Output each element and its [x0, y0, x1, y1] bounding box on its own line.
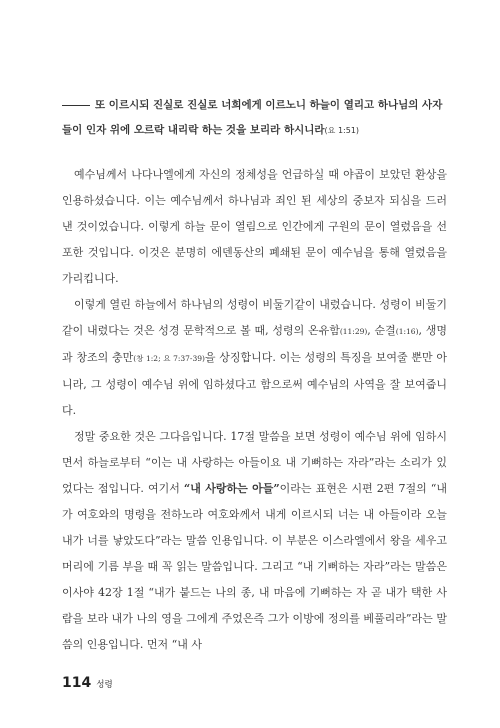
running-title: 성령	[96, 680, 113, 690]
p3-text-a: 정말 중요한 것은 그다음입니다. 17절 말씀을 보면 성령이 예수님 위에 임하시면서 하늘로부터 “이는 내 사랑하는 아들이요 내 기뻐하는 자라”라는 소리가 있었다는 점입니다. 여기서	[62, 430, 447, 495]
p2-ref-1: (11:29)	[339, 327, 368, 336]
p2-text-d: 을 상징합니다. 이는 성령의 특징을 보여줄 뿐만 아니라, 그 성령이 예수님 위에 임하셨다고 함으로써 예수님의 사역을 잘 보여줍니다.	[62, 351, 448, 417]
p2-text-b: , 순결	[367, 324, 396, 337]
quote-reference: (요 1:51)	[324, 126, 360, 135]
page-number: 114	[62, 675, 92, 691]
body-text	[62, 162, 447, 658]
quote-text: 또 이르시되 진실로 진실로 너희에게 이르노니 하늘이 열리고 하나님의 사자들이 인자 위에 오르락 내리락 하는 것을 보리라 하시니라	[62, 99, 443, 136]
p3-text-b: 이라는 표현은 시편 2편 7절의 “내가 여호와의 명령을 전하노라 여호와께서 내게 이르시되 너는 내 아들이라 오늘 내가 너를 낳았도다”라는 말씀 인용입니다. 이 부분은 이스라엘에서 왕을 세우고 머리에 기름 부을 때 꼭 읽는 말씀입니다. 그리고 “내 기뻐하는 자라”라는 말씀은 이사야 42장 1절 “내가 붙드는 나의 종, 내 마음에 기뻐하는 자 곧 내가 택한 사람을 보라 내가 나의 영을 그에게 주었은즉 그가 이방에 정의를 베풀리라”라는 말씀의 인용입니다. 먼저 “내 사	[62, 482, 447, 651]
page-footer	[62, 672, 113, 691]
paragraph-2	[62, 292, 447, 424]
quote-dash	[62, 105, 90, 106]
p3-bold-phrase: “내 사랑하는 아들”	[183, 482, 280, 495]
paragraph-1: 예수님께서 나다나엘에게 자신의 정체성을 언급하실 때 야곱이 보았던 환상을 인용하셨습니다. 이는 예수님께서 하나님과 죄인 된 세상의 중보자 되심을 드러낸 것이었습니다. 이렇게 하늘 문이 열림으로 인간에게 구원의 문이 열렸음을 선포한 것입니다. 이것은 분명히 에덴동산의 폐쇄된 문이 예수님을 통해 열렸음을 가리킵니다.	[62, 168, 447, 285]
p2-text-a: 이렇게 열린 하늘에서 하나님의 성령이 비둘기같이 내렸습니다. 성령이 비둘기같이 내렸다는 것은 성경 문학적으로 볼 때, 성령의 온유함	[62, 298, 447, 337]
p2-ref-3: (창 1:2; 요 7:37-39)	[133, 354, 205, 363]
p2-ref-2: (1:16)	[395, 327, 419, 336]
paragraph-3	[62, 424, 447, 658]
p2-text-c: , 생명과 창조의 충만	[62, 324, 447, 364]
scripture-quote	[62, 93, 447, 143]
